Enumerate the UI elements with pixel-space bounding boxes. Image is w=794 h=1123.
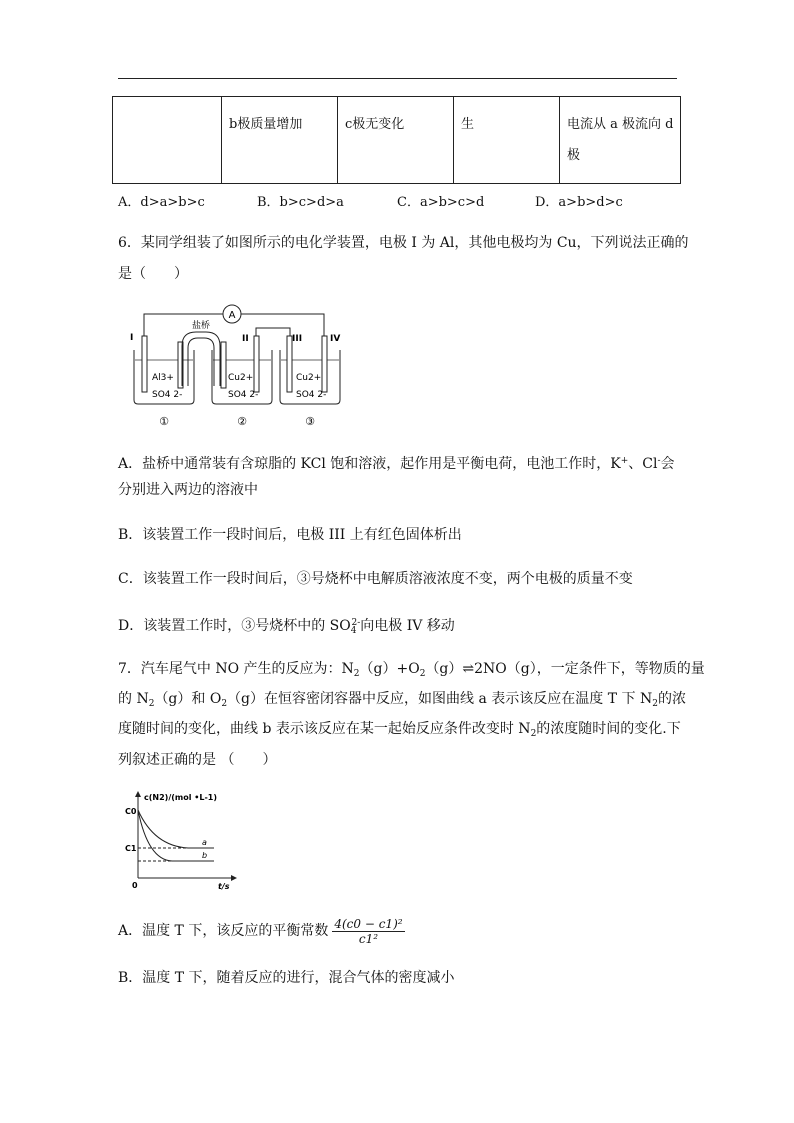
table-cell: 生 bbox=[454, 97, 560, 184]
table-cell: 电流从 a 极流向 d 极 bbox=[560, 97, 681, 184]
beaker2-label: ② bbox=[237, 415, 247, 428]
q7-option-b: B．温度 T 下，随着反应的进行，混合气体的密度减小 bbox=[118, 970, 455, 986]
electrochem-apparatus-figure bbox=[126, 300, 352, 432]
concentration-time-figure bbox=[122, 788, 240, 892]
beaker3-label: ③ bbox=[305, 415, 315, 428]
q6-option-c: C．该装置工作一段时间后，③号烧杯中电解质溶液浓度不变，两个电极的质量不变 bbox=[118, 571, 633, 587]
q7-stem-line3: 度随时间的变化，曲线 b 表示该反应在某一起始反应条件改变时 $N_2$的浓度随时间的变化.下 bbox=[118, 721, 681, 739]
c1-label: C1 bbox=[125, 844, 137, 853]
curve-a-label: a bbox=[202, 838, 207, 847]
q7-stem-line1: 7．汽车尾气中 NO 产生的反应为：$N_2(g)+O_2(g)\rightleftharpoons 2NO(g)$，一定条件下，等物质的量 bbox=[118, 661, 705, 679]
equilibrium-constant-fraction: $\frac{\text{4(c0 − c1)²}}{\text{c1²}}$ bbox=[334, 916, 403, 946]
origin-label: 0 bbox=[132, 881, 138, 890]
curve-b-label: b bbox=[202, 851, 208, 860]
table-cell bbox=[113, 97, 222, 184]
y-axis-label: c(N2)/(mol •L-1) bbox=[144, 793, 218, 802]
q6-option-b: B．该装置工作一段时间后，电极 III 上有红色固体析出 bbox=[118, 527, 462, 543]
q7-stem-line4: 列叙述正确的是 （ ） bbox=[118, 752, 277, 768]
q6-stem-line2: 是（ ） bbox=[118, 266, 188, 282]
electrode-label-iv: IV bbox=[330, 334, 341, 344]
beaker2-ion1: Cu2+ bbox=[228, 373, 254, 383]
beaker2-ion2: SO4 2- bbox=[228, 390, 259, 400]
q7-option-a: A．温度 T 下，该反应的平衡常数 $\frac{\text{4(c0 − c1)²}}{\text{c1²}}$ bbox=[118, 916, 403, 946]
q5-option-d: D．a>b>d>c bbox=[535, 195, 623, 210]
q6-option-a-line1: A．盐桥中通常装有含琼脂的 KCl 饱和溶液，起作用是平衡电荷，电池工作时，K+、Cl-会 bbox=[118, 456, 675, 472]
beaker1-ion2: SO4 2- bbox=[152, 390, 183, 400]
salt-bridge-label: 盐桥 bbox=[192, 321, 211, 331]
beaker1-ion1: Al3+ bbox=[152, 373, 174, 383]
electrode-label-ii: II bbox=[242, 334, 249, 344]
q6-stem-line1: 6．某同学组装了如图所示的电化学装置，电极 I 为 Al，其他电极均为 Cu，下列说法正确的 bbox=[118, 235, 689, 251]
beaker3-ion2: SO4 2- bbox=[296, 390, 327, 400]
header-rule bbox=[118, 78, 677, 79]
q6-option-a-line2: 分别进入两边的溶液中 bbox=[118, 482, 258, 498]
results-table bbox=[112, 96, 681, 184]
beaker3-ion1: Cu2+ bbox=[296, 373, 322, 383]
q6-option-d: D．该装置工作时，③号烧杯中的 $SO_4^{2-}$向电极 IV 移动 bbox=[118, 618, 455, 636]
table-cell: c极无变化 bbox=[338, 97, 454, 184]
ammeter-label: A bbox=[228, 310, 236, 321]
q7-stem-line2: 的 $N_2(g)$和 $O_2(g)$在恒容密闭容器中反应，如图曲线 a 表示该反应在温度 T 下 $N_2$的浓 bbox=[118, 691, 686, 709]
q5-option-a: A．d>a>b>c bbox=[118, 195, 205, 210]
electrode-label-iii: III bbox=[292, 334, 303, 344]
x-axis-label: t/s bbox=[218, 882, 230, 891]
q5-option-b: B．b>c>d>a bbox=[257, 195, 344, 210]
table-row bbox=[113, 97, 681, 184]
beaker1-label: ① bbox=[159, 415, 169, 428]
c0-label: C0 bbox=[125, 807, 137, 816]
table-cell: b极质量增加 bbox=[222, 97, 338, 184]
q5-option-c: C．a>b>c>d bbox=[397, 195, 485, 210]
electrode-label-i: I bbox=[130, 333, 134, 343]
